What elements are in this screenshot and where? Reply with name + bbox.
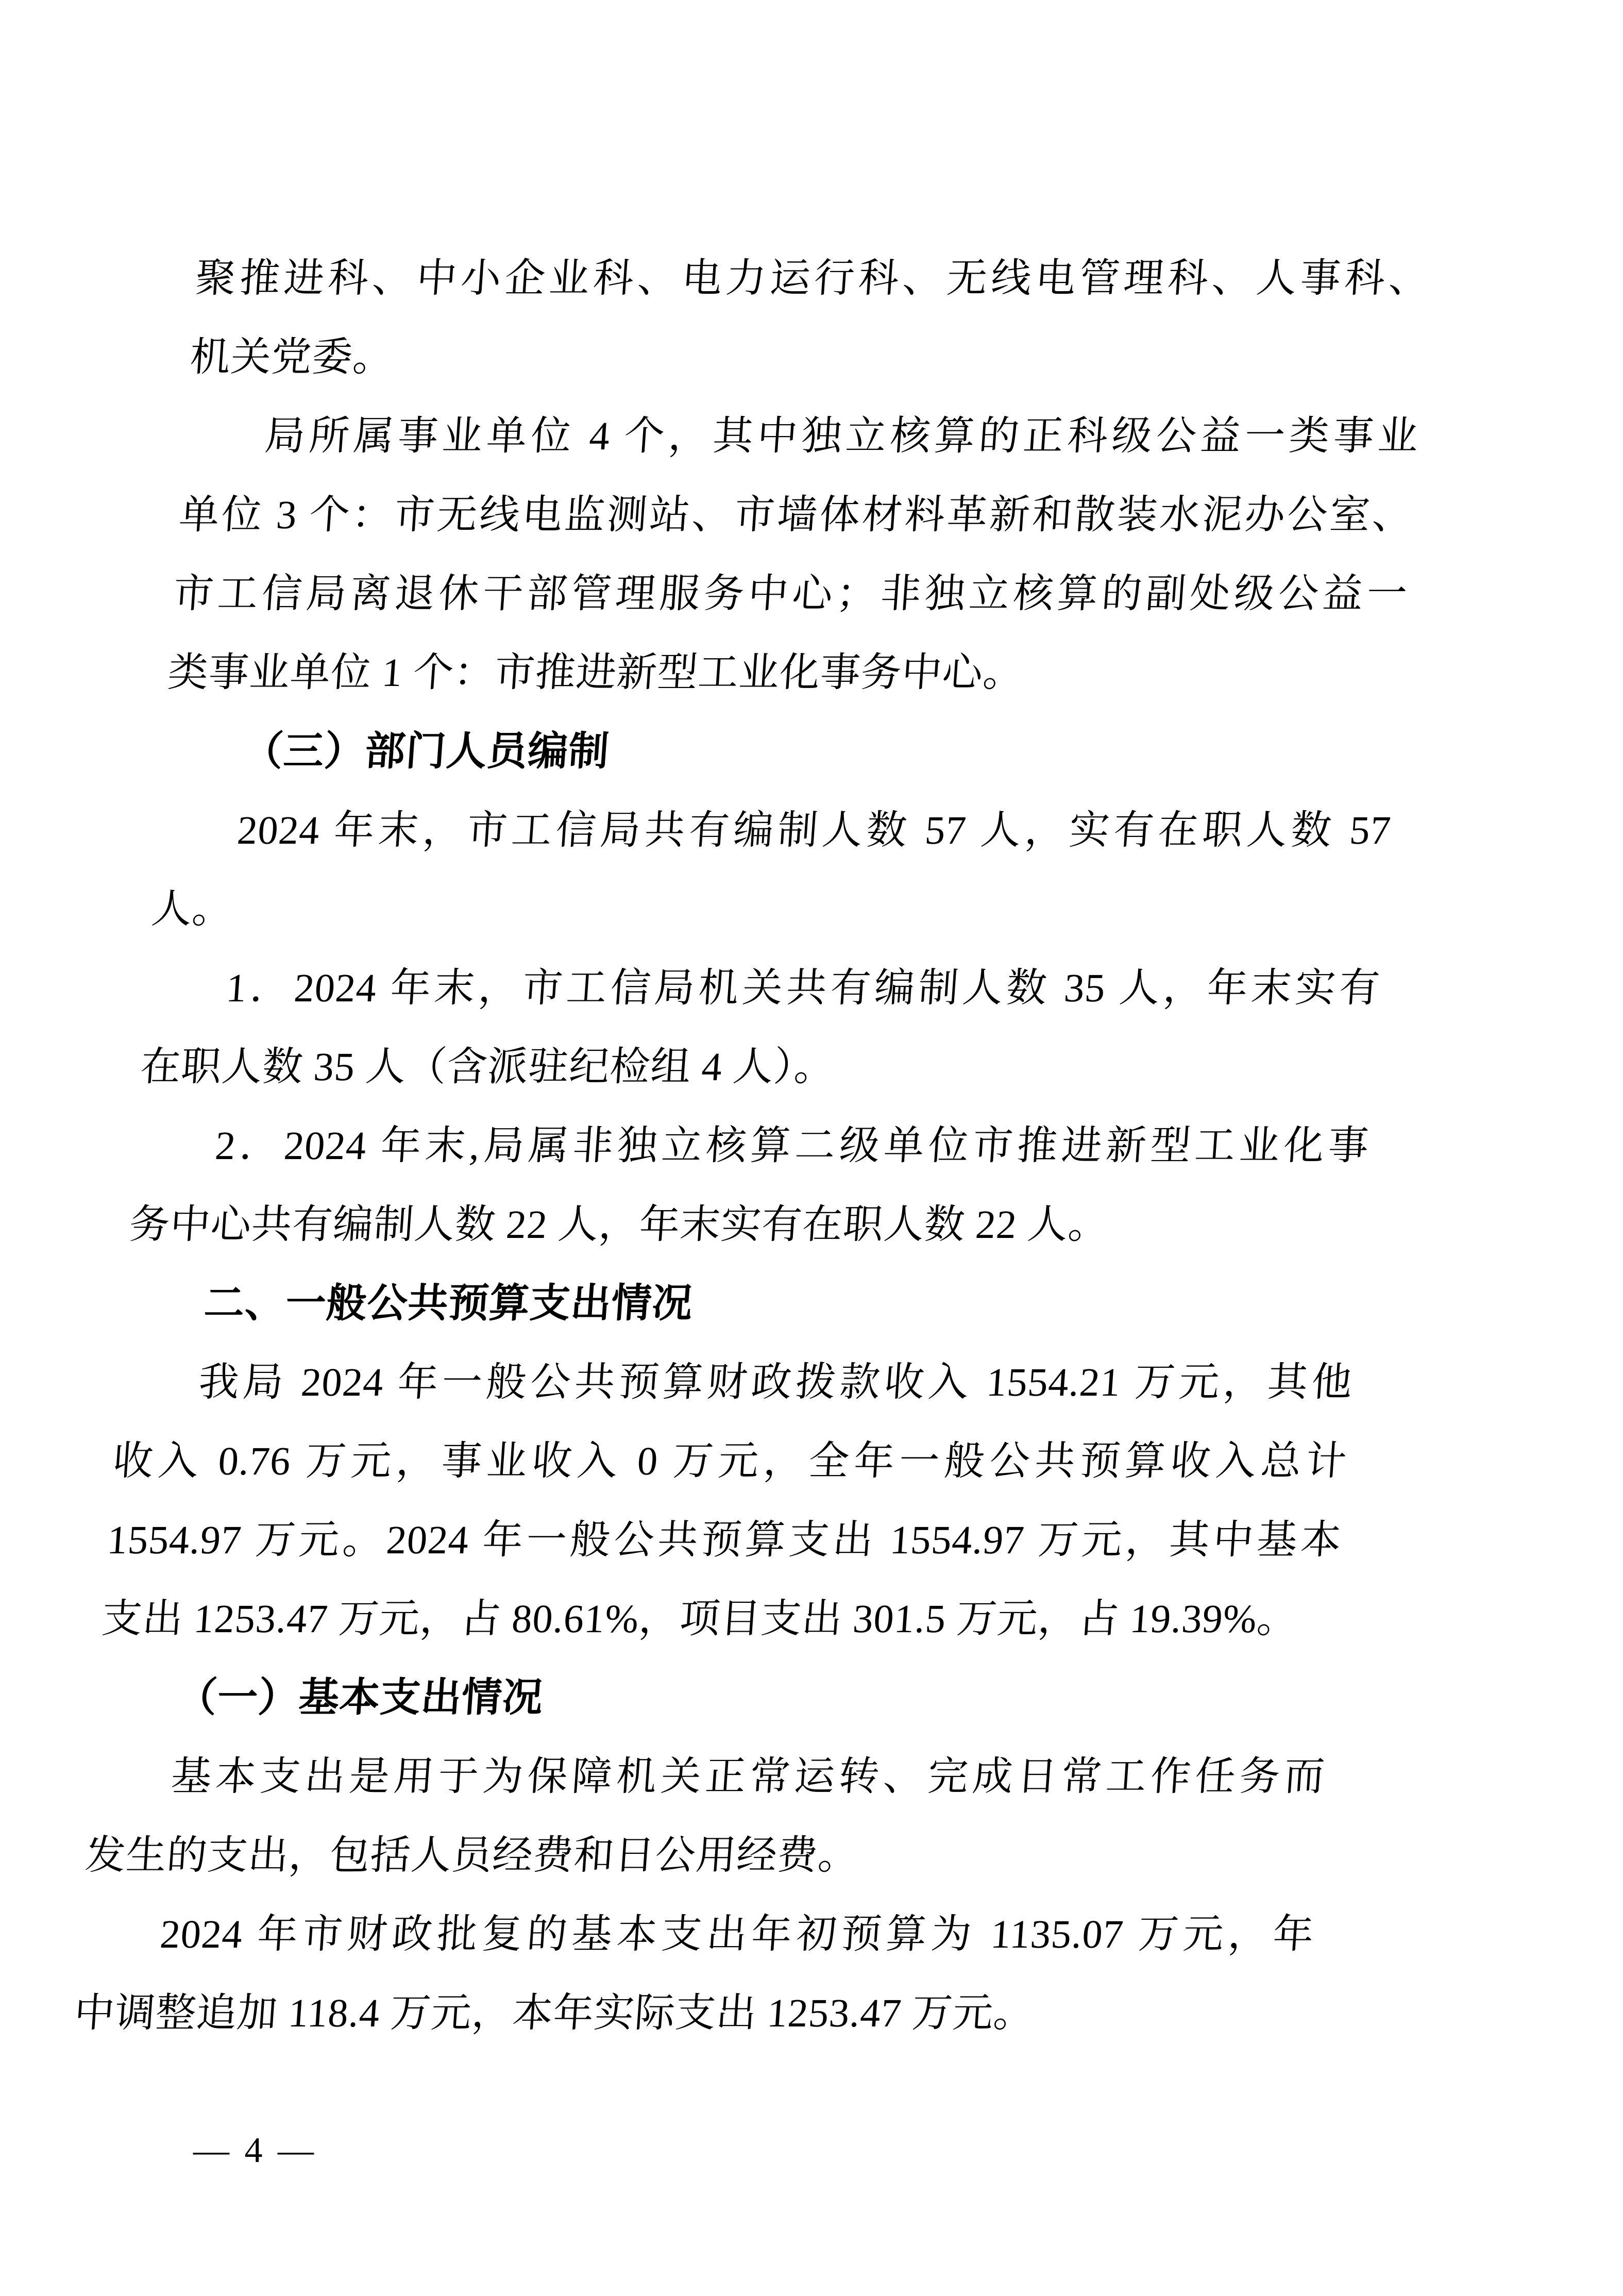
text-line: 1．2024 年末，市工信局机关共有编制人数 35 人，年末实有 <box>225 965 1382 1010</box>
text-line: 局所属事业单位 4 个，其中独立核算的正科级公益一类事业 <box>263 413 1421 458</box>
section-heading: （一）基本支出情况 <box>175 1675 545 1720</box>
text-line: 2024 年市财政批复的基本支出年初预算为 1135.07 万元，年 <box>158 1912 1316 1956</box>
page-number: — 4 — <box>193 2131 317 2170</box>
text-line: 人。 <box>150 886 235 931</box>
text-line: 聚推进科、中小企业科、电力运行科、无线电管理科、人事科、 <box>194 256 1431 300</box>
text-line: 类事业单位 1 个：市推进新型工业化事务中心。 <box>166 650 1026 695</box>
text-line: 支出 1253.47 万元，占 80.61%，项目支出 301.5 万元，占 19.39%。 <box>100 1596 1299 1641</box>
text-line: 务中心共有编制人数 22 人，年末实有在职人数 22 人。 <box>128 1202 1111 1247</box>
text-line: 2024 年末，市工信局共有编制人数 57 人，实有在职人数 57 <box>235 808 1393 852</box>
text-line: 我局 2024 年一般公共预算财政拨款收入 1554.21 万元，其他 <box>197 1360 1354 1404</box>
text-line: 机关党委。 <box>188 334 396 379</box>
text-line: 市工信局离退休干部管理服务中心；非独立核算的副处级公益一 <box>172 571 1409 616</box>
text-line: 发生的支出，包括人员经费和日公用经费。 <box>83 1833 860 1878</box>
text-line: 在职人数 35 人（含派驻纪检组 4 人）。 <box>139 1044 837 1089</box>
text-line: 中调整追加 118.4 万元，本年实际支出 1253.47 万元。 <box>73 1990 1036 2035</box>
section-heading: 二、一般公共预算支出情况 <box>202 1280 695 1326</box>
section-heading: （三）部门人员编制 <box>241 729 611 774</box>
text-line: 收入 0.76 万元，事业收入 0 万元，全年一般公共预算收入总计 <box>111 1438 1349 1483</box>
text-block <box>72 239 1432 2052</box>
text-line: 1554.97 万元。2024 年一般公共预算支出 1554.97 万元，其中基本 <box>106 1517 1343 1562</box>
text-line: 2．2024 年末,局属非独立核算二级单位市推进新型工业化事 <box>213 1123 1371 1168</box>
text-line: 单位 3 个：市无线电监测站、市墙体材料革新和散装水泥办公室、 <box>177 492 1415 537</box>
text-line: 基本支出是用于为保障机关正常运转、完成日常工作任务而 <box>170 1754 1327 1799</box>
